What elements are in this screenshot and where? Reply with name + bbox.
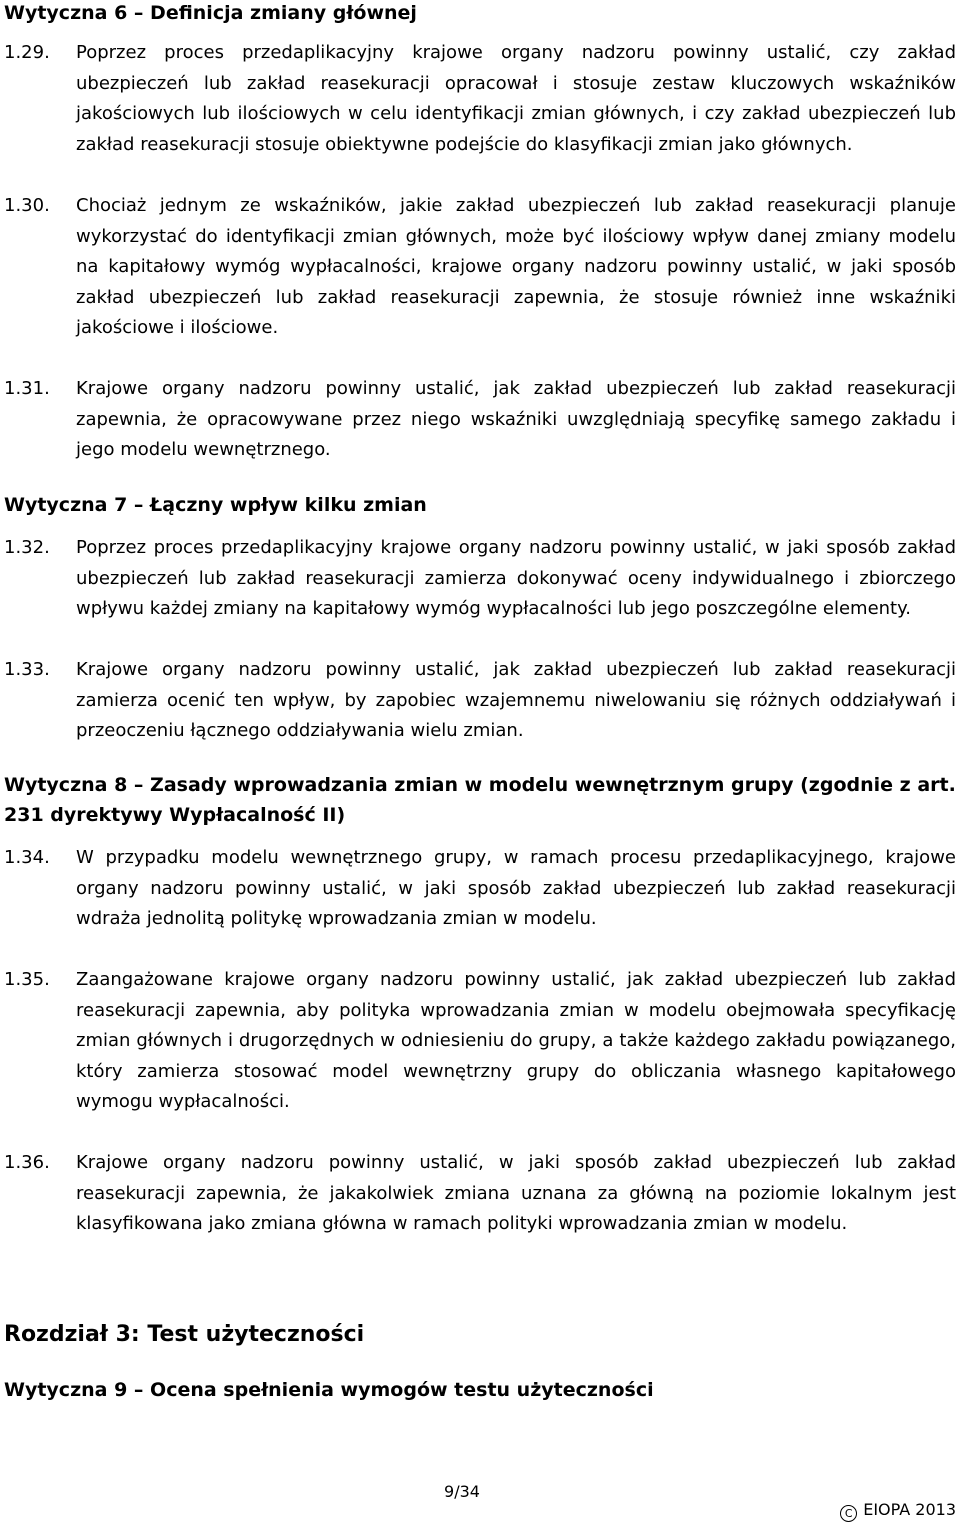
- paragraph-number: 1.32.: [4, 537, 50, 558]
- paragraph-text: Krajowe organy nadzoru powinny ustalić, jak zakład ubezpieczeń lub zakład reasekuracji zapewnia, że opracowywane przez niego wskaźniki uwzględniają specyfikę samego zakładu i jego modelu wewnętrznego.: [76, 378, 956, 460]
- paragraph-1-35: [4, 965, 956, 1118]
- paragraph-1-29: [4, 38, 956, 160]
- paragraph-text: Chociaż jednym ze wskaźników, jakie zakład ubezpieczeń lub zakład reasekuracji planuje wykorzystać do identyfikacji zmian głównych, może być ilościowy wpływ danej zmiany modelu na kapitałowy wymóg wypłacalności, krajowe organy nadzoru powinny ustalić, w jaki sposób zakład ubezpieczeń lub zakład reasekuracji zapewnia, że stosuje również inne wskaźniki jakościowe i ilościowe.: [76, 195, 956, 338]
- paragraph-number: 1.30.: [4, 195, 50, 216]
- paragraph-text: Krajowe organy nadzoru powinny ustalić, w jaki sposób zakład ubezpieczeń lub zakład reasekuracji zapewnia, że jakakolwiek zmiana uznana za główną na poziomie lokalnym jest klasyfikowana jako zmiana główna w ramach polityki wprowadzania zmian w modelu.: [76, 1152, 956, 1234]
- paragraph-text: Krajowe organy nadzoru powinny ustalić, jak zakład ubezpieczeń lub zakład reasekuracji zamierza ocenić ten wpływ, by zapobiec wzajemnemu niwelowaniu się różnych oddziaływań i przeoczeniu łącznego oddziaływania wielu zmian.: [76, 659, 956, 741]
- page-number: 9/34: [444, 1482, 480, 1501]
- paragraph-1-31: [4, 374, 956, 466]
- copyright-notice: [840, 1500, 956, 1522]
- paragraph-number: 1.31.: [4, 378, 50, 399]
- paragraph-number: 1.34.: [4, 847, 50, 868]
- guideline-9-heading: Wytyczna 9 – Ocena spełnienia wymogów testu użyteczności: [4, 1379, 654, 1401]
- paragraph-1-34: [4, 843, 956, 935]
- copyright-text: EIOPA 2013: [863, 1500, 956, 1519]
- paragraph-number: 1.36.: [4, 1152, 50, 1173]
- paragraph-number: 1.29.: [4, 42, 50, 63]
- paragraph-text: Poprzez proces przedaplikacyjny krajowe organy nadzoru powinny ustalić, w jaki sposób zakład ubezpieczeń lub zakład reasekuracji zamierza dokonywać oceny indywidualnego i zbiorczego wpływu każdej zmiany na kapitałowy wymóg wypłacalności lub jego poszczególne elementy.: [76, 537, 956, 619]
- guideline-7-heading: Wytyczna 7 – Łączny wpływ kilku zmian: [4, 494, 427, 516]
- guideline-8-heading: Wytyczna 8 – Zasady wprowadzania zmian w modelu wewnętrznym grupy (zgodnie z art. 231 dyrektywy Wypłacalność II): [4, 774, 956, 826]
- paragraph-text: Poprzez proces przedaplikacyjny krajowe organy nadzoru powinny ustalić, czy zakład ubezpieczeń lub zakład reasekuracji opracował i stosuje zestaw kluczowych wskaźników jakościowych lub ilościowych w celu identyfikacji zmian głównych, i czy zakład ubezpieczeń lub zakład reasekuracji stosuje obiektywne podejście do klasyfikacji zmian jako głównych.: [76, 42, 956, 155]
- paragraph-1-36: [4, 1148, 956, 1240]
- copyright-icon: C: [840, 1505, 857, 1522]
- paragraph-1-33: [4, 655, 956, 747]
- paragraph-1-30: [4, 191, 956, 344]
- paragraph-1-32: [4, 533, 956, 625]
- guideline-6-heading: Wytyczna 6 – Definicja zmiany głównej: [4, 2, 417, 24]
- paragraph-number: 1.33.: [4, 659, 50, 680]
- paragraph-text: Zaangażowane krajowe organy nadzoru powinny ustalić, jak zakład ubezpieczeń lub zakład reasekuracji zapewnia, aby polityka wprowadzania zmian w modelu obejmowała specyfikację zmian głównych i drugorzędnych w odniesieniu do grupy, a także każdego zakładu powiązanego, który zamierza stosować model wewnętrzny grupy do obliczania własnego kapitałowego wymogu wypłacalności.: [76, 969, 956, 1112]
- paragraph-text: W przypadku modelu wewnętrznego grupy, w ramach procesu przedaplikacyjnego, krajowe organy nadzoru powinny ustalić, w jaki sposób zakład ubezpieczeń lub zakład reasekuracji wdraża jednolitą politykę wprowadzania zmian w modelu.: [76, 847, 956, 929]
- chapter-heading: Rozdział 3: Test użyteczności: [4, 1322, 365, 1347]
- paragraph-number: 1.35.: [4, 969, 50, 990]
